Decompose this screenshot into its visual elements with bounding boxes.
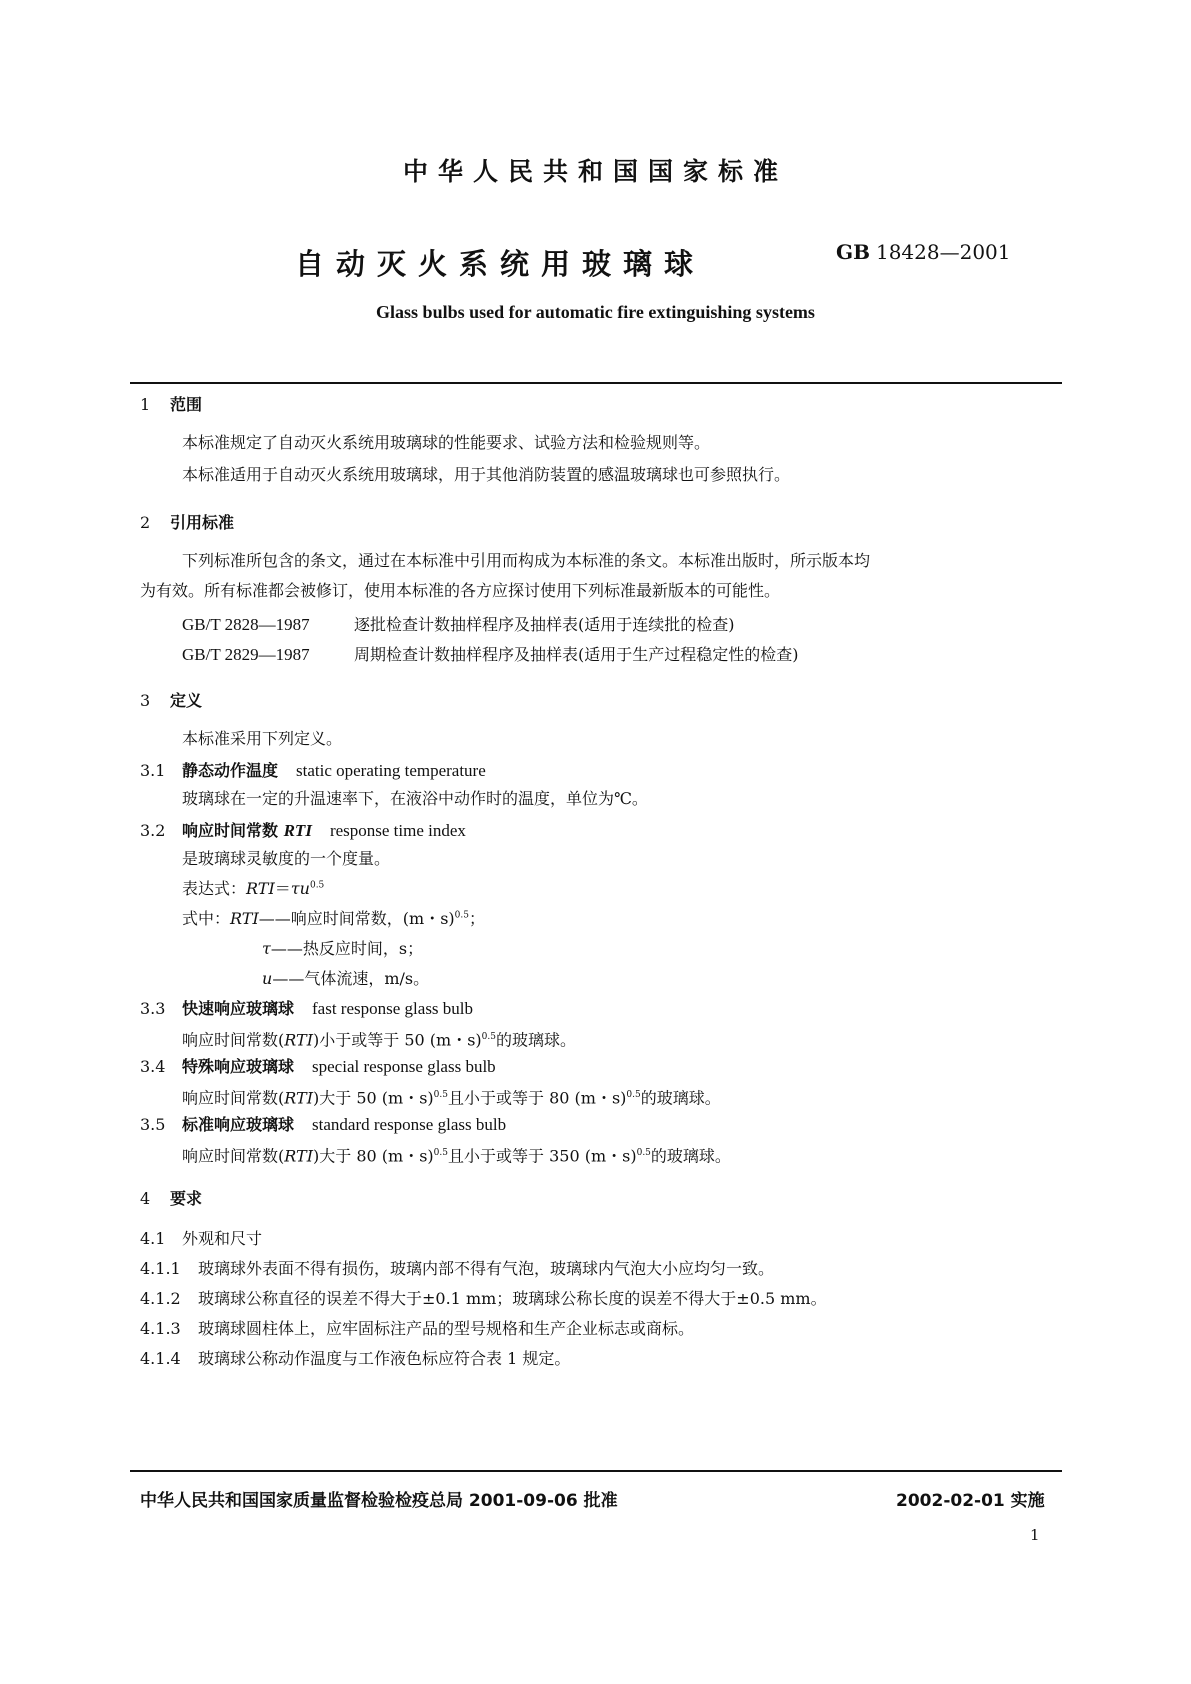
definition-variable: RTI [284, 1146, 314, 1166]
clause-4-1 [140, 1226, 262, 1249]
section-3-heading [140, 688, 202, 711]
definition-variable: RTI [284, 1088, 314, 1108]
reference-code: GB/T 2828—1987 [182, 615, 310, 634]
term-zh [182, 821, 312, 840]
definition-exponent: 0.5 [636, 1148, 651, 1158]
definition-text: 响应时间常数( [182, 1146, 285, 1166]
section-title: 范围 [170, 395, 203, 414]
clause-number: 4.1.4 [140, 1349, 181, 1368]
clause-number: 4.1.3 [140, 1319, 181, 1338]
clause-title: 外观和尺寸 [182, 1229, 263, 1248]
where-description: ——气体流速，m/s。 [272, 969, 430, 988]
expression-u: u [299, 879, 310, 898]
section-2-heading [140, 510, 234, 533]
effective-date: 2002-02-01 实施 [896, 1491, 1045, 1511]
header-divider [130, 382, 1062, 384]
where-description: ——热反应时间，s； [270, 939, 424, 958]
section-title: 要求 [170, 1189, 203, 1208]
term-variable: RTI [283, 821, 312, 840]
scope-paragraph-2: 本标准适用于自动灭火系统用玻璃球，用于其他消防装置的感温玻璃球也可参照执行。 [182, 465, 791, 484]
definition-3-4 [182, 1082, 721, 1111]
standard-prefix: GB [836, 240, 870, 264]
clause-text: 玻璃球公称动作温度与工作液色标应符合表 1 规定。 [198, 1349, 571, 1368]
definition-text: 的玻璃球。 [640, 1088, 721, 1108]
definition-text: 响应时间常数( [182, 1088, 285, 1108]
definition-text: )大于 50 (m・s) [313, 1088, 434, 1108]
where-description: ——响应时间常数，(m・s) [258, 909, 455, 928]
expression-label: 表达式： [182, 879, 247, 898]
reference-code: GB/T 2829—1987 [182, 645, 310, 664]
clause-text: 玻璃球外表面不得有损伤，玻璃内部不得有气泡，玻璃球内气泡大小应均匀一致。 [198, 1259, 775, 1278]
section-number: 3 [140, 691, 151, 710]
expression-equals: ＝ [274, 879, 291, 898]
expression-tau: τ [290, 879, 300, 898]
where-tau [262, 936, 423, 959]
term-en: response time index [329, 821, 466, 840]
references-paragraph-line-2: 为有效。所有标准都会被修订，使用本标准的各方应探讨使用下列标准最新版本的可能性。 [140, 581, 781, 600]
term-en: special response glass bulb [312, 1057, 496, 1076]
term-zh: 静态动作温度 [182, 761, 279, 780]
clause-number: 4.1.1 [140, 1259, 181, 1278]
where-variable: RTI [230, 909, 259, 928]
definition-text: )大于 80 (m・s) [313, 1146, 434, 1166]
definitions-intro: 本标准采用下列定义。 [182, 729, 343, 748]
section-number: 4 [140, 1189, 151, 1208]
term-en: fast response glass bulb [312, 999, 474, 1018]
where-variable: τ [262, 939, 271, 958]
definition-exponent: 0.5 [481, 1032, 496, 1042]
reference-item [182, 642, 799, 665]
definition-3-5 [182, 1140, 731, 1169]
clause-number: 3.3 [140, 999, 166, 1018]
expression-exponent: 0.5 [309, 880, 325, 891]
approval-statement: 中华人民共和国国家质量监督检验检疫总局 2001-09-06 批准 [140, 1491, 618, 1511]
clause-number: 3.1 [140, 761, 166, 780]
section-1-heading [140, 392, 202, 415]
clause-number: 3.4 [140, 1057, 166, 1076]
clause-number: 4.1 [140, 1229, 166, 1248]
scope-paragraph-1: 本标准规定了自动灭火系统用玻璃球的性能要求、试验方法和检验规则等。 [182, 433, 711, 452]
footer-divider [130, 1470, 1062, 1472]
where-u [262, 966, 429, 989]
definition-3-1: 玻璃球在一定的升温速率下，在液浴中动作时的温度，单位为℃。 [182, 789, 648, 808]
where-rti [182, 906, 485, 929]
definition-exponent: 0.5 [433, 1090, 448, 1100]
clause-4-1-4 [140, 1346, 570, 1369]
term-zh-text: 响应时间常数 [182, 821, 279, 840]
clause-text: 玻璃球公称直径的误差不得大于±0.1 mm；玻璃球公称长度的误差不得大于±0.5 mm。 [198, 1289, 827, 1308]
references-paragraph-line-1: 下列标准所包含的条文，通过在本标准中引用而构成为本标准的条文。本标准出版时，所示版本均 [182, 551, 871, 570]
section-number: 1 [140, 395, 151, 414]
definition-text: 且小于或等于 80 (m・s) [448, 1088, 627, 1108]
definition-text: 且小于或等于 350 (m・s) [448, 1146, 637, 1166]
definition-3-3 [182, 1024, 576, 1053]
reference-title: 周期检查计数抽样程序及抽样表(适用于生产过程稳定性的检查) [354, 645, 799, 664]
document-title-english: Glass bulbs used for automatic fire extinguishing systems [376, 302, 815, 322]
expression-lhs: RTI [246, 879, 275, 898]
clause-4-1-3 [140, 1316, 694, 1339]
standard-number [836, 240, 1011, 264]
clause-number: 3.2 [140, 821, 166, 840]
section-number: 2 [140, 513, 151, 532]
where-label: 式中： [182, 909, 231, 928]
page-number: 1 [1030, 1526, 1040, 1544]
clause-text: 玻璃球圆柱体上，应牢固标注产品的型号规格和生产企业标志或商标。 [198, 1319, 695, 1338]
reference-title: 逐批检查计数抽样程序及抽样表(适用于连续批的检查) [354, 615, 735, 634]
term-zh: 快速响应玻璃球 [182, 999, 295, 1018]
section-title: 引用标准 [170, 513, 235, 532]
clause-number: 3.5 [140, 1115, 166, 1134]
definition-text: 响应时间常数( [182, 1030, 285, 1050]
clause-3-2 [140, 818, 466, 841]
term-en: standard response glass bulb [312, 1115, 507, 1134]
term-zh: 特殊响应玻璃球 [182, 1057, 295, 1076]
clause-4-1-2 [140, 1286, 827, 1309]
clause-3-1 [140, 758, 486, 781]
definition-text: )小于或等于 50 (m・s) [313, 1030, 482, 1050]
definition-variable: RTI [284, 1030, 314, 1050]
section-title: 定义 [170, 691, 203, 710]
definition-exponent: 0.5 [433, 1148, 448, 1158]
clause-3-3 [140, 996, 473, 1019]
clause-4-1-1 [140, 1256, 774, 1279]
rti-expression [182, 876, 324, 899]
term-zh: 标准响应玻璃球 [182, 1115, 295, 1134]
clause-number: 4.1.2 [140, 1289, 181, 1308]
where-exponent: 0.5 [454, 910, 469, 921]
definition-3-2: 是玻璃球灵敏度的一个度量。 [182, 849, 391, 868]
clause-3-4 [140, 1054, 496, 1077]
where-variable: u [262, 969, 273, 988]
document-title: 自动灭火系统用玻璃球 [294, 247, 705, 281]
definition-text: 的玻璃球。 [496, 1030, 577, 1050]
issuing-country-standard-header: 中华人民共和国国家标准 [402, 157, 788, 186]
definition-text: 的玻璃球。 [650, 1146, 731, 1166]
where-terminator: ； [468, 909, 485, 928]
section-4-heading [140, 1186, 202, 1209]
definition-exponent: 0.5 [626, 1090, 641, 1100]
reference-item [182, 612, 735, 635]
clause-3-5 [140, 1112, 506, 1135]
term-en: static operating temperature [296, 761, 486, 780]
standard-code: 18428—2001 [875, 240, 1011, 264]
